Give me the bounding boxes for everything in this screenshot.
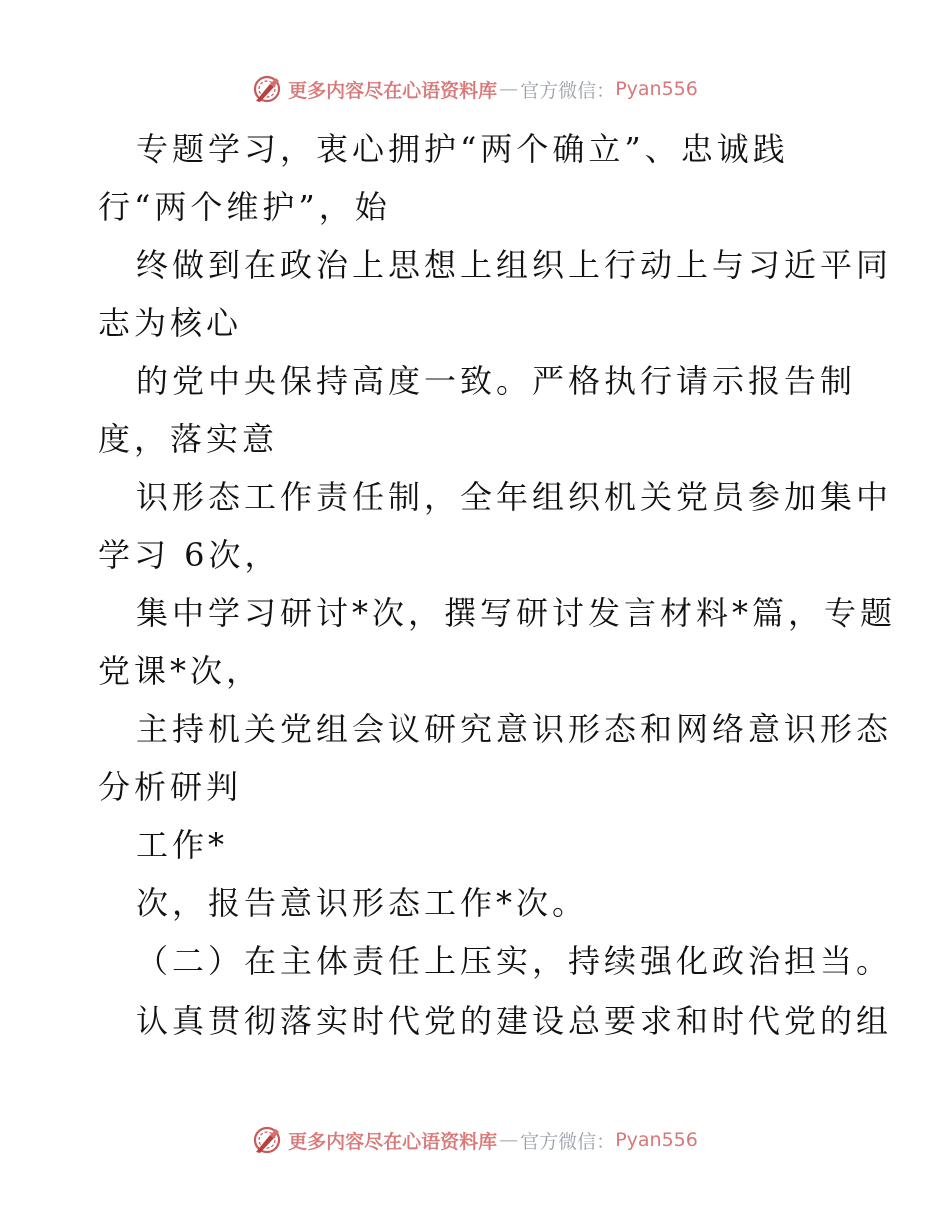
text-line: 行“两个维护”，始 <box>98 188 391 226</box>
text-line: 集中学习研讨*次，撰写研讨发言材料*篇，专题 <box>136 594 897 632</box>
text-line: 终做到在政治上思想上组织上行动上与习近平同 <box>136 246 893 284</box>
text-line: （二）在主体责任上压实，持续强化政治担当。 <box>136 942 893 980</box>
pen-logo-icon <box>252 1125 282 1155</box>
footer-watermark <box>0 1123 950 1157</box>
text-line: 主持机关党组会议研究意识形态和网络意识形态 <box>136 710 893 748</box>
watermark-wechat-label: 官方微信： <box>520 79 616 102</box>
watermark-separator: — <box>499 1129 519 1151</box>
watermark-text: 更多内容尽在心语资料库 <box>288 1130 498 1153</box>
text-line: 志为核心 <box>98 304 243 342</box>
text-line: 分析研判 <box>98 768 243 806</box>
watermark-wechat-id: Pyan556 <box>615 78 698 100</box>
text-line: 工作* <box>136 826 229 864</box>
text-line: 认真贯彻落实时代党的建设总要求和时代党的组 <box>136 1002 893 1040</box>
watermark-wechat-id: Pyan556 <box>615 1129 698 1151</box>
text-line: 学习 6次， <box>98 536 281 574</box>
text-line: 的党中央保持高度一致。严格执行请示报告制 <box>136 362 857 400</box>
text-line: 次，报告意识形态工作*次。 <box>136 884 589 922</box>
text-line: 识形态工作责任制，全年组织机关党员参加集中 <box>136 478 893 516</box>
watermark-wechat-label: 官方微信： <box>520 1130 616 1153</box>
text-line: 专题学习，衷心拥护“两个确立”、忠诚践 <box>136 130 789 168</box>
text-line: 度，落实意 <box>98 420 279 458</box>
watermark-text: 更多内容尽在心语资料库 <box>288 79 498 102</box>
watermark-separator: — <box>499 78 519 100</box>
text-line: 党课*次， <box>98 652 263 690</box>
